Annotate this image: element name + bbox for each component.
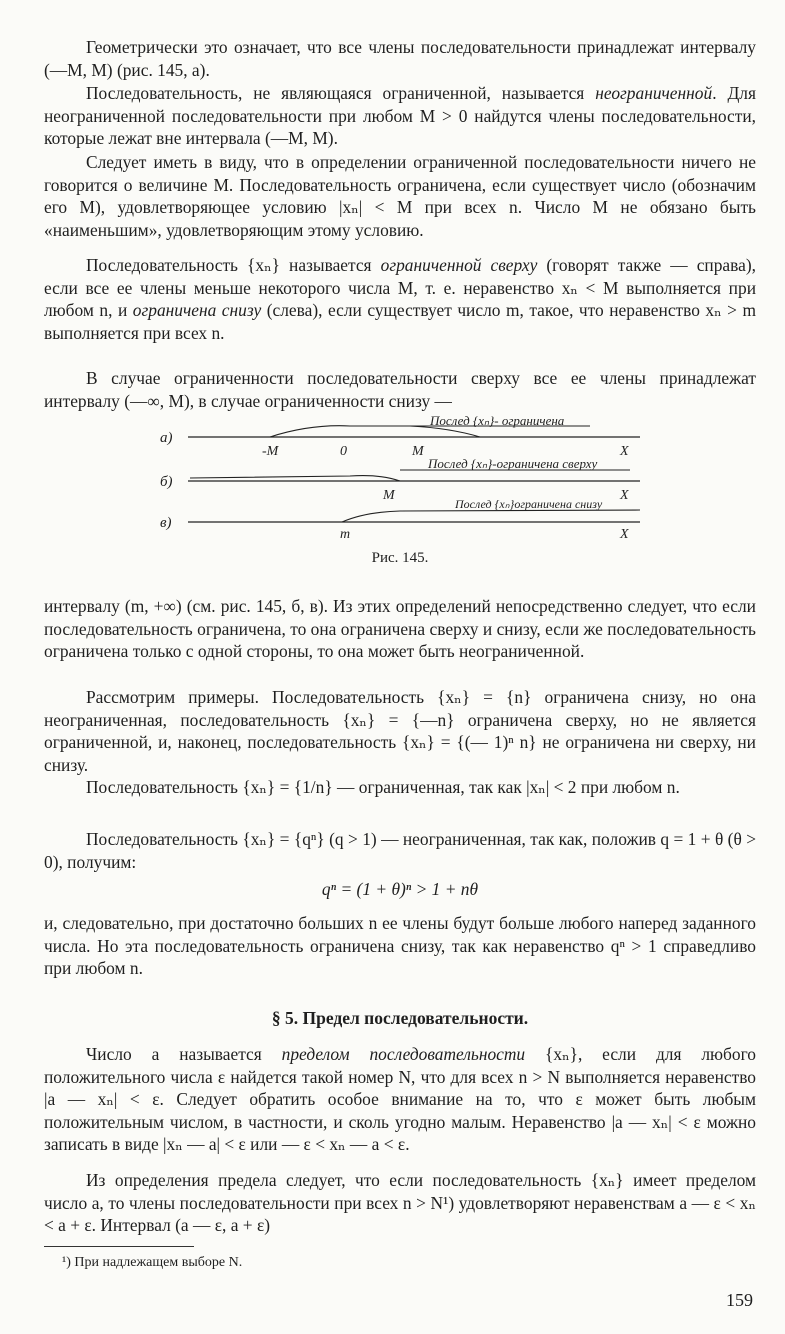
paragraph-limit-consequence: Из определения предела следует, что если последовательность {xₙ} имеет пределом число a, то члены последовательности при всех n > N¹) удовлетворяют неравенствам a — ε < xₙ < a + ε. Интервал (a — ε, a + ε) (44, 1170, 756, 1236)
tick-label-M-b: M (383, 488, 395, 503)
tick-label-M: M (412, 444, 424, 459)
paragraph-one-over-n: Последовательность {xₙ} = {1/n} — ограниченная, так как |xₙ| < 2 при любом n. (86, 777, 680, 797)
page-number: 159 (726, 1290, 753, 1310)
paragraph-limit-definition (44, 1043, 756, 1156)
figure-145 (150, 414, 650, 544)
paragraph-examples: Рассмотрим примеры. Последовательность {xₙ} = {n} ограничена снизу, но она неограниченная, последовательность {xₙ} = {—n} ограничена сверху, но не является ограниченной, и, наконец, последовательность {xₙ} = {(— 1)ⁿ n} не ограничена ни сверху, ни снизу. (44, 687, 756, 775)
bound-arc-c (342, 510, 640, 522)
term-unbounded: неограниченной (595, 83, 713, 103)
text-span: Последовательность {xₙ} называется (86, 255, 381, 275)
term-bounded-above: ограниченной сверху (380, 255, 538, 275)
text-span: Число a называется (86, 1044, 282, 1064)
formula-text: qⁿ = (1 + θ)ⁿ > 1 + nθ (321, 879, 479, 899)
figure-row-a-label: Послед {xₙ}- ограничена (430, 414, 565, 428)
axis-label-x-c: X (620, 527, 629, 542)
paragraph-intervals: В случае ограниченности последовательности сверху все ее члены принадлежат интервалу (—∞, M), в случае ограниченности снизу — (44, 368, 756, 411)
bound-arc-b (190, 476, 400, 481)
paragraph-conclusion: и, следовательно, при достаточно больших n ее члены будут больше любого наперед заданного числа. Но эта последовательность ограничена снизу, так как неравенство qⁿ > 1 справедливо при любом n. (44, 913, 756, 979)
axis-label-x-b: X (620, 488, 629, 503)
figure-caption: Рис. 145. (371, 550, 429, 566)
formula-bernoulli (44, 878, 756, 901)
figure-row-b-letter: б) (160, 474, 173, 490)
text-span: {xₙ}, если для любого положительного числа ε найдется такой номер N, что для всех n > N выполняется неравенство |a — xₙ| < ε. Следует обратить особое внимание на то, что ε может быть любым положительным числом, в частности, и сколь угодно малым. Неравенство |a — xₙ| < ε можно записать в виде |xₙ — a| < ε или — ε < xₙ — a < ε. (44, 1044, 756, 1155)
paragraph-bound-remark: Следует иметь в виду, что в определении ограниченной последовательности ничего не говорится о величине M. Последовательность ограничена, если существует число (обозначим его M), удовлетворяющее условию |xₙ| < M при всех n. Число M не обязано быть «наименьшим», удовлетворяющим этому условию. (44, 152, 756, 240)
section-heading: § 5. Предел последовательности. (271, 1008, 529, 1028)
text-span: . Для неограниченной последовательности при любом M > 0 найдутся члены последовательности, которые лежат вне интервала (—M, M). (44, 83, 756, 149)
paragraph-unbounded-definition (44, 82, 756, 150)
paragraph-q-power-n: Последовательность {xₙ} = {qⁿ} (q > 1) — неограниченная, так как, положив q = 1 + θ (θ > 0), получим: (44, 829, 756, 872)
tick-label-m-c: m (340, 527, 351, 542)
text-span: Последовательность, не являющаяся ограниченной, называется (86, 83, 596, 103)
figure-row-a-letter: а) (160, 430, 173, 446)
paragraph-geometric-meaning: Геометрически это означает, что все члены последовательности принадлежат интервалу (—M, M) (рис. 145, а). (44, 37, 756, 80)
footnote-rule (44, 1246, 194, 1247)
text-span: (говорят также — справа), если все ее члены меньше некоторого числа M, т. е. неравенство xₙ < M выполняется при любом n, и (44, 255, 756, 321)
term-bounded-below: ограничена снизу (132, 300, 262, 321)
axis-label-x-a: X (620, 444, 629, 459)
paragraph-consequence: интервалу (m, +∞) (см. рис. 145, б, в). Из этих определений непосредственно следует, что если последовательность ограничена, то она ограничена сверху и снизу, если же последовательность ограничена только с одной стороны, то она может быть неограниченной. (44, 596, 756, 662)
figure-row-c-letter: в) (160, 515, 172, 531)
figure-row-b-label: Послед {xₙ}-ограничена сверху (428, 456, 598, 471)
text-span: (слева), если существует число m, такое, что неравенство xₙ > m выполняется при всех n. (44, 300, 756, 343)
term-limit: пределом последовательности (281, 1044, 526, 1064)
tick-label-minus-M: -M (262, 444, 279, 459)
paragraph-bounded-above-below (44, 254, 756, 344)
footnote: ¹) При надлежащем выборе N. (62, 1255, 243, 1270)
figure-row-c-label: Послед {xₙ}ограничена снизу (455, 497, 603, 511)
tick-label-zero: 0 (340, 444, 347, 459)
